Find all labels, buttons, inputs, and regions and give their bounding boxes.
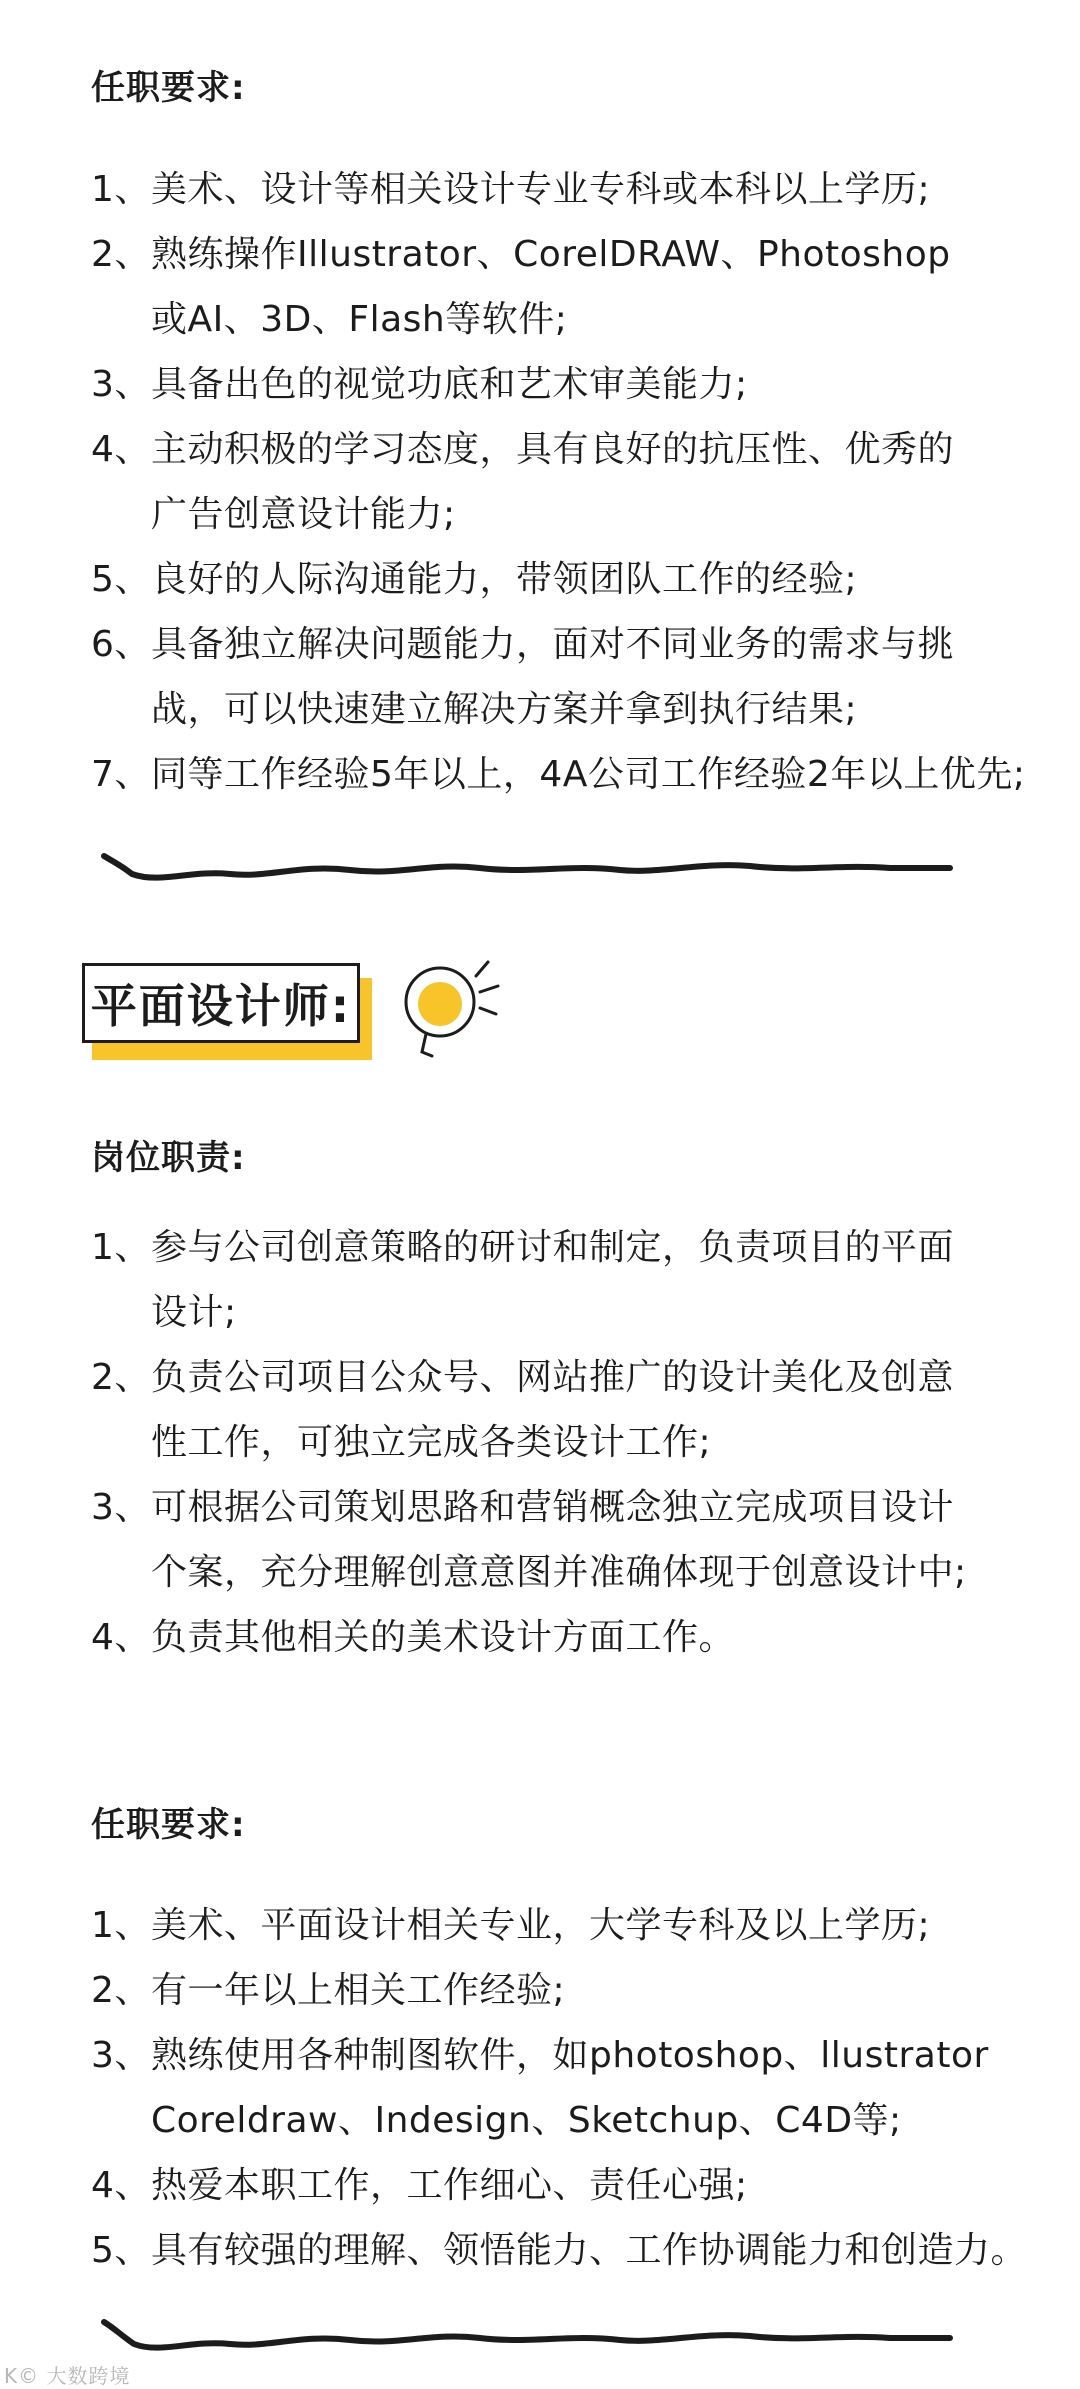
item-number: 1、 bbox=[91, 1905, 151, 1946]
item-number: 4、 bbox=[91, 429, 151, 470]
list-item bbox=[91, 547, 1051, 612]
item-number: 4、 bbox=[91, 1617, 151, 1658]
item-number: 4、 bbox=[91, 2165, 151, 2206]
list-item bbox=[91, 222, 1051, 352]
list-item bbox=[91, 1345, 1051, 1475]
item-number: 7、 bbox=[91, 754, 151, 795]
item-text: 具备独立解决问题能力，面对不同业务的需求与挑 战，可以快速建立解决方案并拿到执行结果; bbox=[151, 624, 955, 730]
list-item bbox=[91, 1958, 1051, 2023]
item-number: 5、 bbox=[91, 559, 151, 600]
list-item bbox=[91, 1215, 1051, 1345]
item-number: 1、 bbox=[91, 1227, 151, 1268]
list-item bbox=[91, 2218, 1051, 2283]
item-text: 具备出色的视觉功底和艺术审美能力; bbox=[151, 364, 748, 405]
requirements-heading-1: 任职要求: bbox=[91, 68, 246, 108]
item-number: 5、 bbox=[91, 2230, 151, 2271]
item-number: 3、 bbox=[91, 364, 151, 405]
watermark: K© 大数跨境 bbox=[4, 2364, 131, 2388]
item-text: 热爱本职工作，工作细心、责任心强; bbox=[151, 2165, 748, 2206]
duties-heading: 岗位职责: bbox=[91, 1138, 246, 1178]
item-text: 主动积极的学习态度，具有良好的抗压性、优秀的 广告创意设计能力; bbox=[151, 429, 955, 535]
item-text: 负责公司项目公众号、网站推广的设计美化及创意 性工作，可独立完成各类设计工作; bbox=[151, 1357, 955, 1463]
list-item bbox=[91, 2023, 1051, 2153]
item-text: 负责其他相关的美术设计方面工作。 bbox=[151, 1617, 736, 1658]
squiggle-divider-2 bbox=[100, 2318, 960, 2358]
item-number: 3、 bbox=[91, 1487, 151, 1528]
list-item bbox=[91, 1605, 1051, 1670]
item-text: 美术、平面设计相关专业，大学专科及以上学历; bbox=[151, 1905, 931, 1946]
list-item bbox=[91, 2153, 1051, 2218]
requirements-list-1 bbox=[91, 157, 1051, 807]
list-item bbox=[91, 417, 1051, 547]
item-text: 同等工作经验5年以上，4A公司工作经验2年以上优先; bbox=[151, 754, 1026, 795]
item-text: 良好的人际沟通能力，带领团队工作的经验; bbox=[151, 559, 858, 600]
item-text: 可根据公司策划思路和营销概念独立完成项目设计 个案，充分理解创意意图并准确体现于创意设计中; bbox=[151, 1487, 967, 1593]
list-item bbox=[91, 352, 1051, 417]
item-number: 2、 bbox=[91, 1357, 151, 1398]
item-number: 6、 bbox=[91, 624, 151, 665]
item-number: 3、 bbox=[91, 2035, 151, 2076]
lightbulb-icon bbox=[392, 952, 512, 1062]
duties-list bbox=[91, 1215, 1051, 1670]
position-title: 平面设计师: bbox=[82, 963, 360, 1043]
list-item bbox=[91, 157, 1051, 222]
item-text: 具有较强的理解、领悟能力、工作协调能力和创造力。 bbox=[151, 2230, 1028, 2271]
list-item bbox=[91, 1475, 1051, 1605]
requirements-list-2 bbox=[91, 1893, 1051, 2283]
item-text: 美术、设计等相关设计专业专科或本科以上学历; bbox=[151, 169, 931, 210]
list-item bbox=[91, 742, 1051, 807]
item-number: 1、 bbox=[91, 169, 151, 210]
item-number: 2、 bbox=[91, 1970, 151, 2011]
list-item bbox=[91, 1893, 1051, 1958]
squiggle-divider-1 bbox=[100, 850, 960, 890]
item-number: 2、 bbox=[91, 234, 151, 275]
item-text: 熟练使用各种制图软件，如photoshop、llustrator Coreldraw、Indesign、Sketchup、C4D等; bbox=[151, 2035, 989, 2141]
item-text: 有一年以上相关工作经验; bbox=[151, 1970, 566, 2011]
requirements-heading-2: 任职要求: bbox=[91, 1805, 246, 1845]
list-item bbox=[91, 612, 1051, 742]
item-text: 参与公司创意策略的研讨和制定，负责项目的平面 设计; bbox=[151, 1227, 955, 1333]
item-text: 熟练操作Illustrator、CorelDRAW、Photoshop 或AI、3D、Flash等软件; bbox=[151, 234, 951, 340]
